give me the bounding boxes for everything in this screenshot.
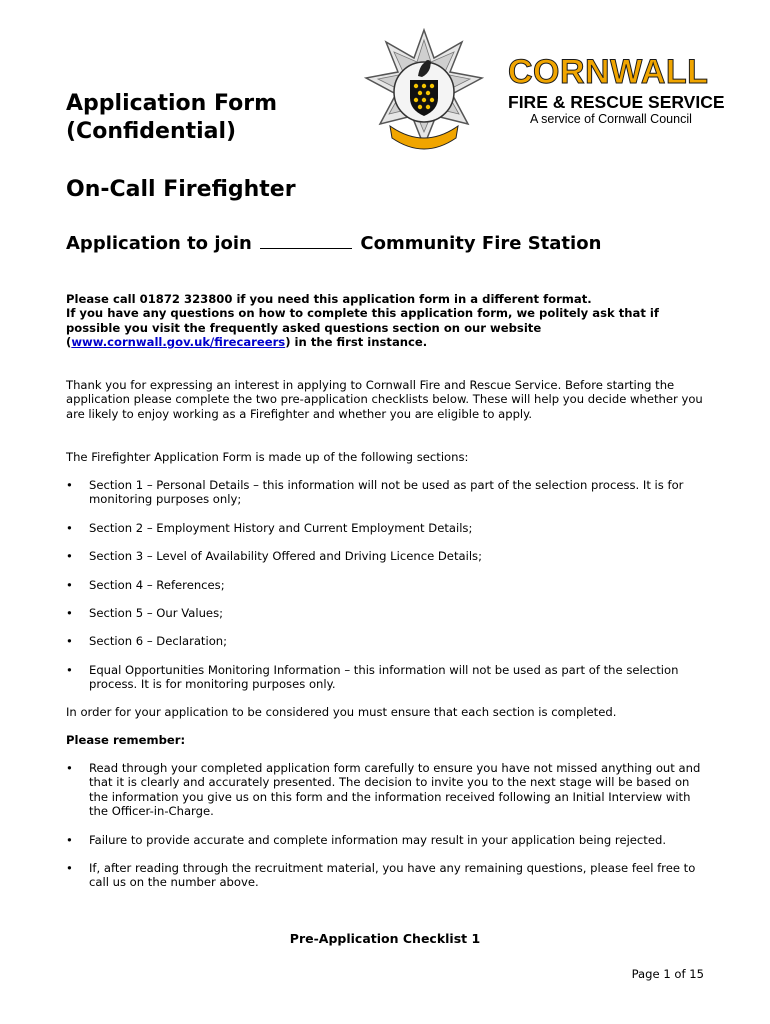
list-item: • Section 4 – References; — [66, 578, 706, 592]
sections-list — [66, 478, 706, 692]
notice-line-1: Please call 01872 323800 if you need this application form in a different format. — [66, 292, 592, 306]
list-item: • Section 3 – Level of Availability Offered and Driving Licence Details; — [66, 549, 706, 563]
page-number: Page 1 of 15 — [631, 967, 704, 981]
page-subtitle: On-Call Firefighter — [66, 177, 296, 202]
brand-service: FIRE & RESCUE SERVICE — [508, 92, 725, 112]
station-name-blank[interactable] — [260, 231, 352, 249]
intro-paragraph: Thank you for expressing an interest in applying to Cornwall Fire and Rescue Service. Before starting the application please complete the two pre-application checklists below. These will help you decide whether you are likely to enjoy working as a Firefighter and whether you are eligible to apply. — [66, 378, 703, 421]
completion-note: In order for your application to be considered you must ensure that each section is completed. — [66, 705, 617, 719]
station-line — [66, 231, 601, 256]
page-title — [66, 90, 277, 146]
title-line-2: (Confidential) — [66, 119, 237, 144]
list-item: • Failure to provide accurate and complete information may result in your application being rejected. — [66, 833, 706, 847]
list-item: • Section 1 – Personal Details – this information will not be used as part of the selection process. It is for monitoring purposes only; — [66, 478, 706, 507]
list-item: • If, after reading through the recruitment material, you have any remaining questions, please feel free to call us on the number above. — [66, 861, 706, 890]
checklist-heading: Pre-Application Checklist 1 — [289, 931, 481, 946]
remember-list — [66, 761, 706, 890]
notice-text: If you have any questions on how to complete this application form, we politely ask that if possible you visit the frequently asked questions section on our website — [66, 306, 659, 335]
link-open: ( — [66, 335, 72, 350]
list-item: • Read through your completed application form carefully to ensure you have not missed anything out and that it is clearly and accurately presented. The decision to invite you to the next stage will be based on the information you give us on this form and the information received following an Initial Interview with the Officer-in-Charge. — [66, 761, 706, 819]
list-item: • Section 5 – Our Values; — [66, 606, 706, 620]
sections-intro: The Firefighter Application Form is made up of the following sections: — [66, 450, 469, 464]
brand-name: CORNWALL — [508, 53, 709, 91]
list-item: • Section 6 – Declaration; — [66, 634, 706, 648]
format-notice — [66, 292, 706, 350]
fire-service-crest-logo — [364, 28, 484, 156]
list-item: • Equal Opportunities Monitoring Information – this information will not be used as part of the selection process. It is for monitoring purposes only. — [66, 663, 706, 692]
remember-heading: Please remember: — [66, 733, 186, 747]
notice-line-2 — [66, 306, 706, 349]
station-prefix: Application to join — [66, 233, 252, 254]
firecareers-link[interactable]: www.cornwall.gov.uk/firecareers — [71, 335, 286, 350]
title-line-1: Application Form — [66, 91, 278, 116]
list-item: • Section 2 – Employment History and Current Employment Details; — [66, 521, 706, 535]
brand-block — [508, 54, 748, 127]
link-close: ) in the first instance. — [285, 335, 428, 350]
brand-tagline: A service of Cornwall Council — [530, 112, 692, 126]
station-suffix: Community Fire Station — [360, 233, 602, 254]
